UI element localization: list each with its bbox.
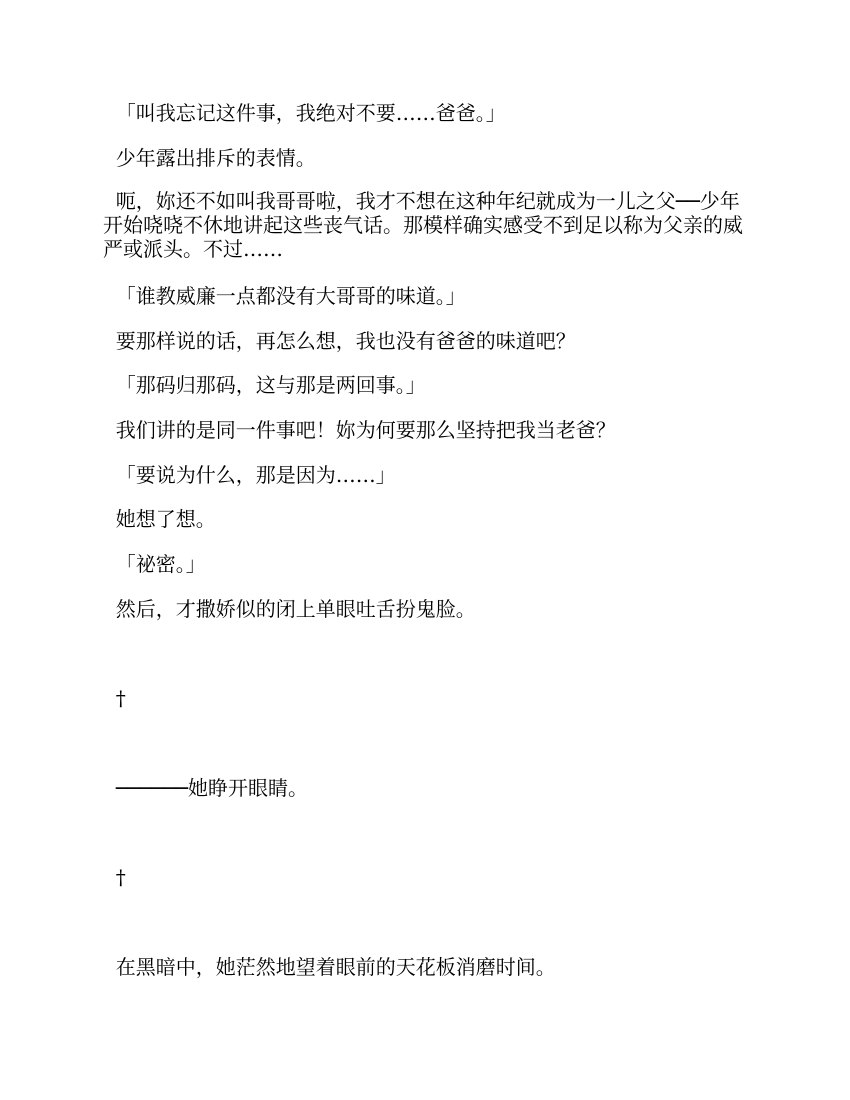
- section-break-dagger: †: [103, 865, 126, 889]
- paragraph-11: 然后，才撒娇似的闭上单眼吐舌扮鬼脸。: [103, 597, 476, 621]
- paragraph-9: 她想了想。: [103, 507, 216, 531]
- paragraph-2: 少年露出排斥的表情。: [103, 146, 316, 170]
- paragraph-1: 「叫我忘记这件事，我绝对不要……爸爸。」: [103, 101, 506, 125]
- paragraph-12: ──────她睁开眼睛。: [103, 776, 308, 800]
- paragraph-6: 「那码归那码，这与那是两回事。」: [103, 373, 426, 397]
- paragraph-7: 我们讲的是同一件事吧！妳为何要那么坚持把我当老爸？: [103, 418, 616, 442]
- paragraph-13: 在黑暗中，她茫然地望着眼前的天花板消磨时间。: [103, 955, 556, 979]
- paragraph-3: 呃，妳还不如叫我哥哥啦，我才不想在这种年纪就成为一儿之父──少年开始哓哓不休地讲起这些丧气话。那模样确实感受不到足以称为父亲的威严或派头。不过……: [103, 189, 743, 261]
- paragraph-10: 「祕密。」: [103, 552, 206, 576]
- section-break-dagger: †: [103, 686, 126, 710]
- paragraph-5: 要那样说的话，再怎么想，我也没有爸爸的味道吧？: [103, 329, 576, 353]
- paragraph-4: 「谁教威廉一点都没有大哥哥的味道。」: [103, 284, 466, 308]
- paragraph-8: 「要说为什么，那是因为……」: [103, 463, 396, 487]
